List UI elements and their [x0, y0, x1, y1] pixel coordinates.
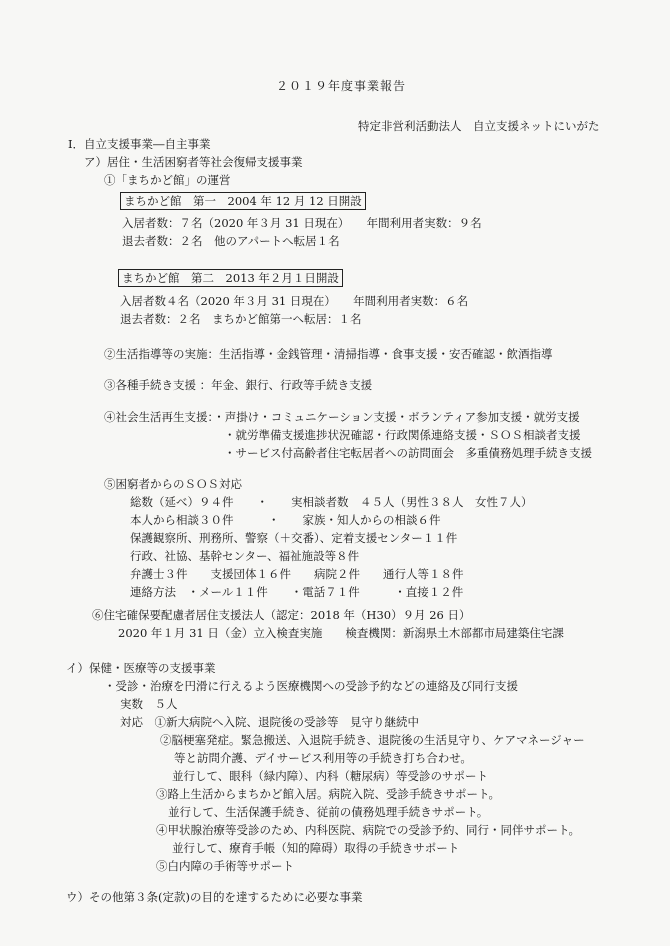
sos-line-3: 保護観察所、刑務所、警察（＋交番）、定着支援センター１１件	[130, 531, 458, 545]
medical-line-8: 並行して、生活保護手続き、従前の債務処理手続きサポート。	[168, 805, 489, 819]
facility-2-line-2: 退去者数：２名 まちかど館第一へ転居：１名	[120, 312, 362, 326]
medical-line-1: ・受診・治療を円滑に行えるよう医療機関への受診予約などの連絡及び同行支援	[104, 679, 518, 693]
section-i-heading: イ）保健・医療等の支援事業	[66, 661, 216, 675]
sos-line-2: 本人から相談３０件 ・ 家族・知人からの相談６件	[130, 513, 441, 527]
medical-line-10: 並行して、療育手帳（知的障碍）取得の手続きサポート	[172, 841, 460, 855]
section-u-heading: ウ）その他第３条(定款)の目的を達するために必要な事業	[66, 890, 363, 904]
item-4-line-2: ・就労準備支援進捗状況確認・行政関係連絡支援・ＳＯＳ相談者支援	[224, 428, 581, 442]
item-5-heading: ⑤困窮者からのＳＯＳ対応	[104, 477, 242, 491]
section-a-heading: ア）居住・生活困窮者等社会復帰支援事業	[84, 155, 303, 169]
medical-line-5: 等と訪問介護、デイサービス利用等の手続き打ち合わせ。	[174, 751, 472, 765]
facility-2-box: まちかど館 第二 2013 年２月１日開設	[118, 269, 343, 287]
document-title: ２０１９年度事業報告	[276, 79, 407, 93]
medical-line-11: ⑤白内障の手術等サポート	[156, 859, 294, 873]
medical-line-2: 実数 ５人	[120, 697, 178, 711]
medical-line-9: ④甲状腺治療等受診のため、内科医院、病院での受診予約、同行・同伴サポート。	[156, 823, 581, 837]
sos-line-4: 行政、社協、基幹センター、福祉施設等８件	[130, 549, 360, 563]
item-4-line-3: ・サービス付高齢者住宅転居者への訪問面会 多重債務処理手続き支援	[224, 446, 592, 460]
medical-line-3: 対応 ①新大病院へ入院、退院後の受診等 見守り継続中	[120, 715, 419, 729]
medical-line-7: ③路上生活からまちかど館入居。病院入院、受診手続きサポート。	[156, 787, 500, 801]
sos-line-6: 連絡方法 ・メール１１件 ・電話７１件 ・直接１２件	[130, 585, 464, 599]
medical-line-4: ②脳梗塞発症。緊急搬送、入退院手続き、退院後の生活見守り、ケアマネージャー	[160, 733, 585, 747]
facility-1-line-2: 退去者数：２名 他のアパートへ転居１名	[122, 234, 340, 248]
facility-2-line-1: 入居者数４名（2020 年３月 31 日現在） 年間利用者実数：６名	[120, 294, 469, 308]
item-3: ③各種手続き支援 ：年金、銀行、行政等手続き支援	[104, 378, 373, 392]
item-6-heading: ⑥住宅確保要配慮者居住支援法人（認定：2018 年（H30）９月 26 日）	[92, 608, 471, 622]
medical-line-6: 並行して、眼科（緑内障）、内科（糖尿病）等受診のサポート	[172, 769, 489, 783]
section-1-heading: Ⅰ．自立支援事業―自主事業	[68, 137, 211, 151]
item-4-line-1: ④社会生活再生支援：・声掛け・コミュニケーション支援・ボランティア参加支援・就労支援	[104, 410, 580, 424]
sos-line-1: 総数（延べ）９４件 ・ 実相談者数 ４５人（男性３８人 女性７人）	[130, 495, 533, 509]
organization-name: 特定非営利活動法人 自立支援ネットにいがた	[358, 119, 600, 133]
item-1-heading: ①「まちかど館」の運営	[104, 173, 231, 187]
item-6-line-2: 2020 年１月 31 日（金）立入検査実施 検査機関：新潟県土木部都市局建築住宅課	[118, 626, 564, 640]
sos-line-5: 弁護士３件 支援団体１６件 病院２件 通行人等１８件	[130, 567, 464, 581]
facility-1-box: まちかど館 第一 2004 年 12 月 12 日開設	[120, 192, 366, 210]
facility-1-line-1: 入居者数：７名（2020 年３月 31 日現在） 年間利用者実数：９名	[122, 216, 482, 230]
item-2: ②生活指導等の実施：生活指導・金銭管理・清掃指導・食事支援・安否確認・飲酒指導	[104, 347, 553, 361]
